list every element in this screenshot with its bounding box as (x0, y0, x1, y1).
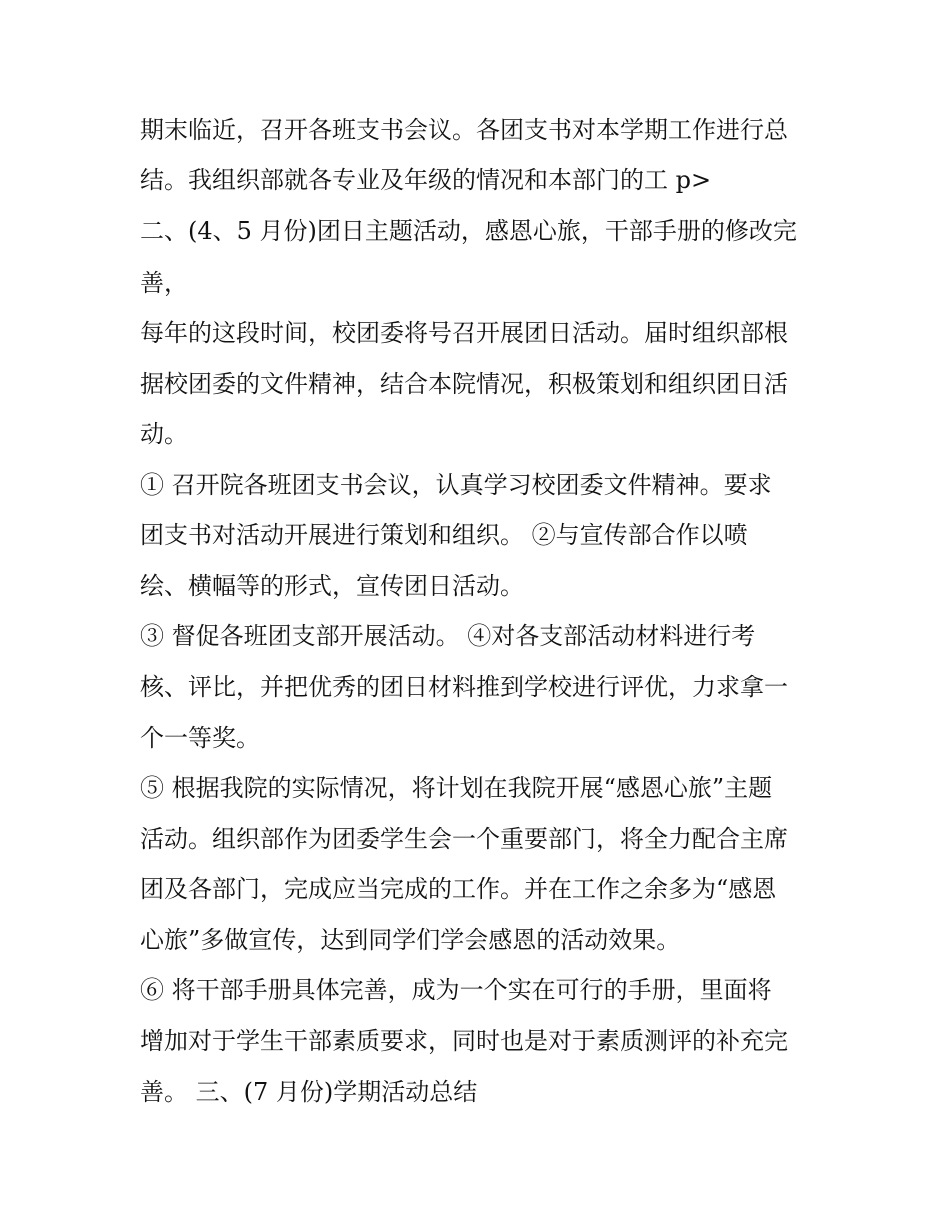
text-line: 活动。组织部作为团委学生会一个重要部门，将全力配合主席 (140, 825, 788, 853)
text-line: 团支书对活动开展进行策划和组织。 ②与宣传部合作以喷 (140, 521, 748, 549)
text-line: 心旅”多做宣传，达到同学们学会感恩的活动效果。 (140, 926, 681, 954)
text-line: 善。 三、(7 月份)学期活动总结 (140, 1078, 478, 1106)
text-line: 结。我组织部就各专业及年级的情况和本部门的工 p> (140, 166, 712, 194)
text-line: 期末临近，召开各班支书会议。各团支书对本学期工作进行总 (140, 116, 788, 144)
text-line: ③ 督促各班团支部开展活动。 ④对各支部活动材料进行考 (140, 622, 756, 650)
text-line: 增加对于学生干部素质要求，同时也是对于素质测评的补充完 (140, 1027, 788, 1055)
text-line: ① 召开院各班团支书会议，认真学习校团委文件精神。要求 (140, 471, 772, 499)
text-line: ⑤ 根据我院的实际情况，将计划在我院开展“感恩心旅”主题 (140, 774, 773, 802)
text-line: 善， (140, 269, 188, 297)
text-line: 团及各部门，完成应当完成的工作。并在工作之余多为“感恩 (140, 875, 777, 903)
text-line: 二、(4、5 月份)团日主题活动，感恩心旅，干部手册的修改完 (140, 217, 797, 245)
text-line: 绘、横幅等的形式，宣传团日活动。 (140, 572, 524, 600)
text-line: 每年的这段时间，校团委将号召开展团日活动。届时组织部根 (140, 319, 788, 347)
text-line: 动。 (140, 420, 188, 448)
text-line: ⑥ 将干部手册具体完善，成为一个实在可行的手册，里面将 (140, 976, 772, 1004)
text-line: 据校团委的文件精神，结合本院情况，积极策划和组织团日活 (140, 370, 788, 398)
text-line: 个一等奖。 (140, 724, 260, 752)
text-line: 核、评比，并把优秀的团日材料推到学校进行评优，力求拿一 (140, 673, 788, 701)
